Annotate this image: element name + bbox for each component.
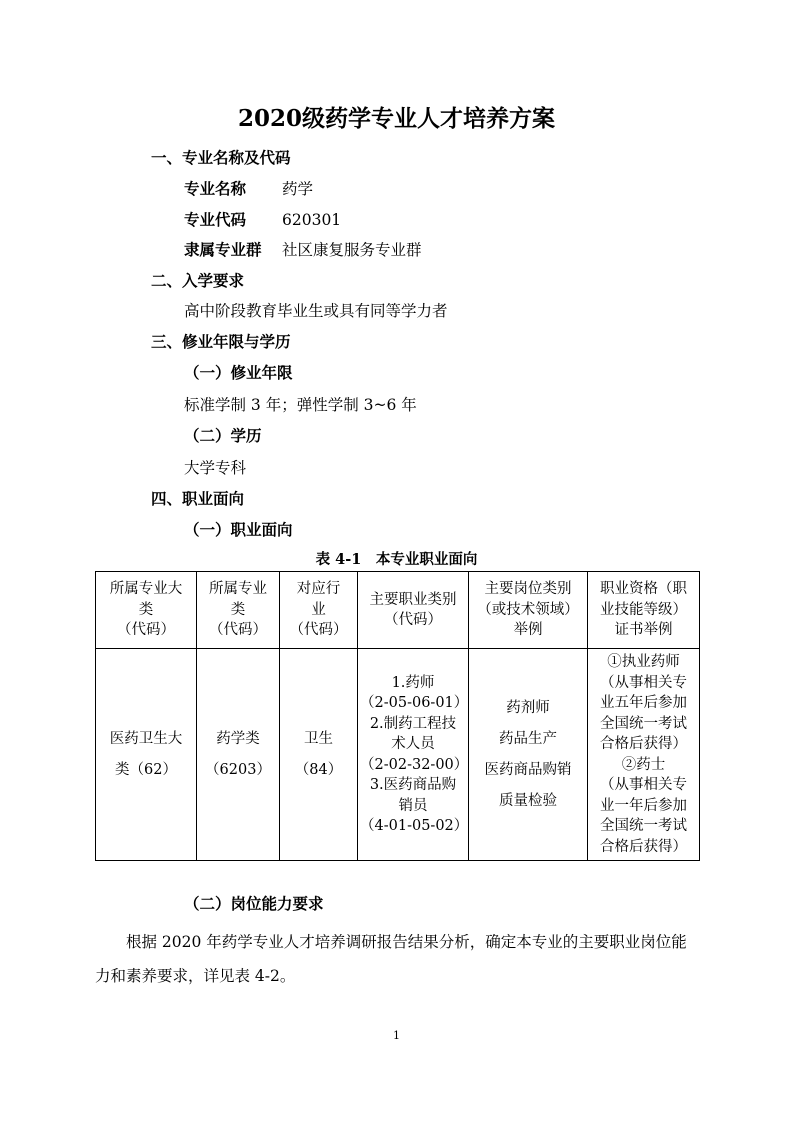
cell-line: （从事相关专	[600, 777, 687, 793]
cell-line: 药剂师	[506, 699, 550, 716]
cell-line: 职业资格（职	[600, 581, 687, 598]
cell-line: 销员	[398, 797, 428, 814]
cell-line: 全国统一考试	[600, 818, 687, 834]
cell-line: 药学类	[216, 730, 260, 747]
cell-line: 业	[311, 601, 326, 618]
study-years-text: 标准学制 3 年；弹性学制 3~6 年	[184, 396, 417, 414]
cell-line: 业技能等级）	[600, 601, 687, 618]
cell-line: 医药商品购销	[484, 761, 572, 778]
table-cell	[197, 649, 280, 861]
header-cell	[280, 572, 358, 649]
cell-line: 1.药师	[391, 674, 435, 691]
cell-line: （或技术领域）	[477, 601, 579, 618]
section-4-heading: 四、职业面向	[151, 489, 245, 508]
cell-line: 合格后获得）	[600, 838, 687, 855]
cell-line: ①执业药师	[607, 654, 680, 670]
document-title: 2020级药学专业人才培养方案	[237, 105, 555, 132]
header-cell	[588, 572, 700, 649]
section-3-heading: 三、修业年限与学历	[151, 332, 291, 351]
major-code-value: 620301	[282, 211, 342, 229]
admission-text: 高中阶段教育毕业生或具有同等学力者	[184, 302, 448, 320]
occupation-table	[95, 571, 700, 861]
cell-line: （代码）	[289, 622, 348, 639]
cell-line: 类（62）	[115, 761, 177, 778]
header-cell	[358, 572, 469, 649]
cell-line: （84）	[294, 761, 343, 778]
major-code-row	[184, 208, 341, 230]
cell-line: 医药卫生大	[109, 730, 183, 747]
header-cell	[469, 572, 588, 649]
section-1-heading: 一、专业名称及代码	[151, 148, 291, 167]
cell-line: ②药士	[621, 756, 666, 773]
cell-line: 业一年后参加	[600, 797, 687, 814]
cell-line: 质量检验	[499, 792, 557, 809]
cell-line: 卫生	[304, 730, 333, 747]
table-caption: 表 4-1 本专业职业面向	[315, 551, 478, 568]
header-cell	[197, 572, 280, 649]
table-row	[96, 649, 700, 861]
major-group-label: 隶属专业群	[184, 240, 262, 259]
cell-line: 举例	[513, 622, 543, 639]
cell-line: 对应行	[296, 581, 341, 598]
table-header-row	[96, 572, 700, 649]
body-paragraph: 根据 2020 年药学专业人才培养调研报告结果分析，确定本专业的主要职业岗位能力和素养要求，详见表 4-2。	[95, 933, 687, 985]
cell-line: 所属专业	[209, 581, 267, 598]
cell-line: 术人员	[391, 736, 435, 752]
table-cell	[280, 649, 358, 861]
table-cell	[96, 649, 197, 861]
table-cell	[588, 649, 700, 861]
cell-line: 2.制药工程技	[369, 715, 457, 732]
cell-line: 类	[138, 601, 154, 618]
cell-line: 全国统一考试	[600, 715, 687, 732]
occupation-heading: （一）职业面向	[184, 520, 293, 539]
cell-line: 3.医药商品购	[369, 777, 457, 793]
cell-line: （6203）	[205, 761, 271, 778]
cell-line: （4-01-05-02）	[360, 818, 469, 834]
table-cell	[358, 649, 469, 861]
cell-line: 业五年后参加	[600, 695, 687, 711]
table-cell	[469, 649, 588, 861]
major-group-value: 社区康复服务专业群	[282, 241, 422, 259]
degree-heading: （二）学历	[184, 426, 262, 445]
cell-line: 所属专业大	[109, 581, 183, 598]
section-2-heading: 二、入学要求	[151, 271, 245, 290]
cell-line: 证书举例	[614, 622, 673, 639]
cell-line: （代码）	[384, 612, 442, 628]
study-years-heading: （一）修业年限	[184, 363, 293, 382]
page-number: 1	[393, 1029, 400, 1042]
major-name-label: 专业名称	[184, 179, 247, 198]
cell-line: 合格后获得）	[600, 736, 687, 752]
major-name-row	[184, 177, 313, 199]
cell-line: （从事相关专	[600, 674, 687, 691]
major-group-row	[184, 238, 422, 260]
cell-line: 药品生产	[499, 730, 557, 747]
cell-line: 主要职业类别	[369, 591, 457, 608]
header-cell	[96, 572, 197, 649]
major-name-value: 药学	[282, 180, 314, 198]
cell-line: 主要岗位类别	[484, 581, 572, 598]
cell-line: （2-02-32-00）	[360, 756, 469, 773]
cell-line: （2-05-06-01）	[360, 695, 469, 711]
cell-line: （代码）	[117, 622, 175, 639]
ability-heading: （二）岗位能力要求	[184, 894, 324, 913]
degree-text: 大学专科	[184, 459, 247, 477]
cell-line: 类	[230, 601, 246, 618]
cell-line: （代码）	[209, 622, 267, 639]
major-code-label: 专业代码	[184, 210, 247, 229]
